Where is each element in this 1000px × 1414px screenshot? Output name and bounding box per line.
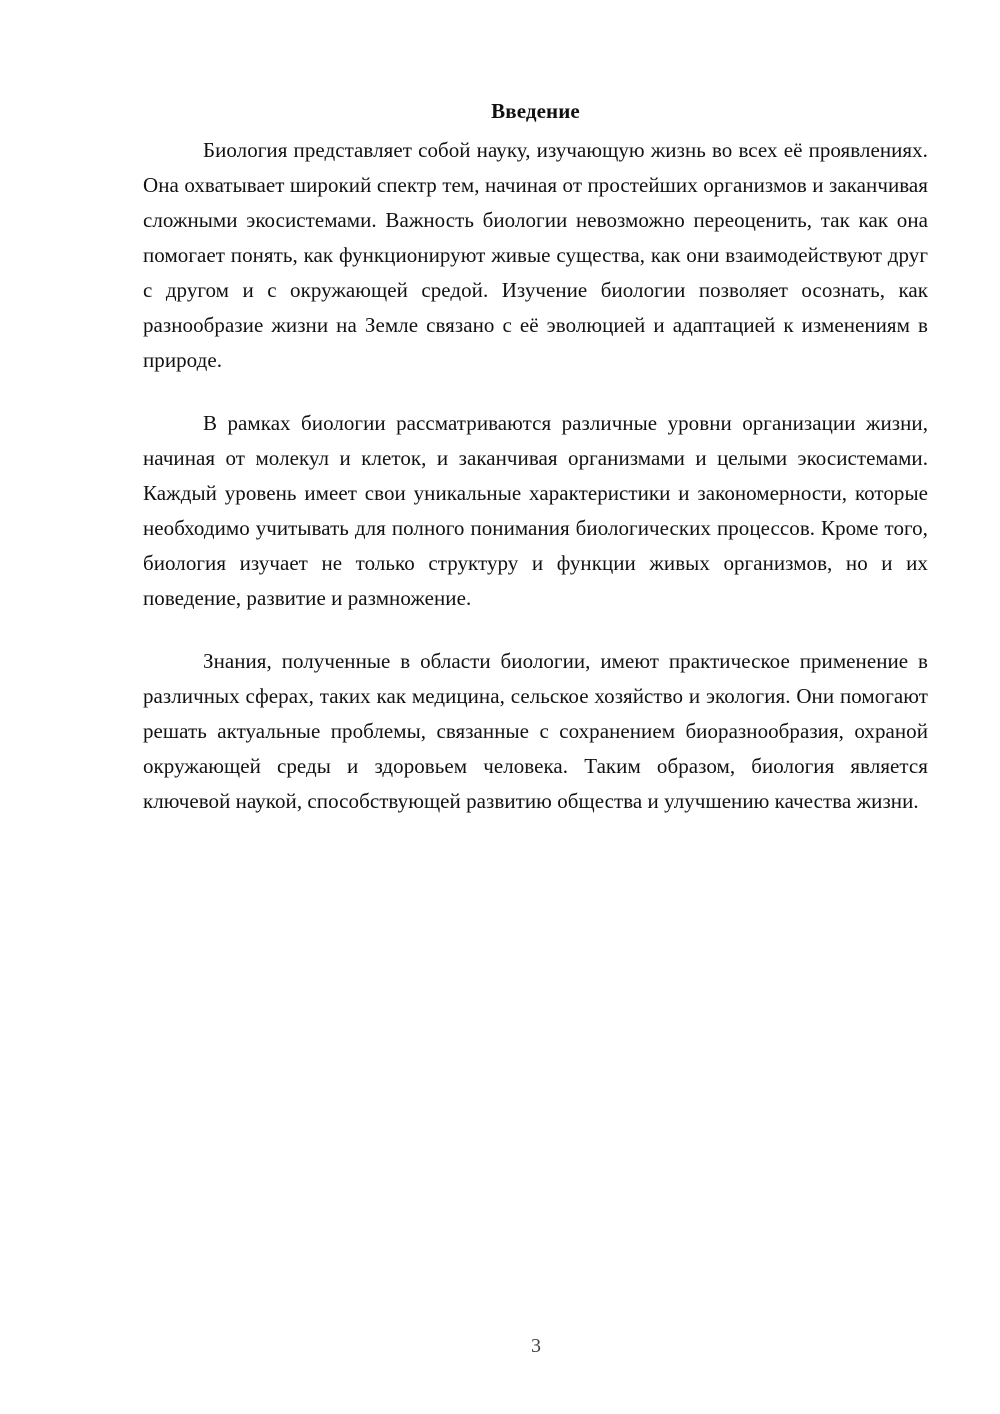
document-body — [143, 95, 928, 847]
paragraph-applications: Знания, полученные в области биологии, имеют практическое применение в различных сферах, таких как медицина, сельское хозяйство и экология. Они помогают решать актуальные проблемы, связанные с сохранением биоразнообразия, охраной окружающей среды и здоровьем человека. Таким образом, биология является ключевой наукой, способствующей развитию общества и улучшению качества жизни. — [143, 649, 928, 813]
paragraph-intro: Биология представляет собой науку, изучающую жизнь во всех её проявлениях. Она охватывает широкий спектр тем, начиная от простейших организмов и заканчивая сложными экосистемами. Важность биологии невозможно переоценить, так как она помогает понять, как функционируют живые существа, как они взаимодействуют друг с другом и с окружающей средой. Изучение биологии позволяет осознать, как разнообразие жизни на Земле связано с её эволюцией и адаптацией к изменениям в природе. — [143, 138, 928, 372]
page-number: 3 — [531, 1335, 541, 1357]
paragraph-levels: В рамках биологии рассматриваются различные уровни организации жизни, начиная от молекул и клеток, и заканчивая организмами и целыми экосистемами. Каждый уровень имеет свои уникальные характеристики и закономерности, которые необходимо учитывать для полного понимания биологических процессов. Кроме того, биология изучает не только структуру и функции живых организмов, но и их поведение, развитие и размножение. — [143, 411, 928, 610]
page-title: Введение — [491, 99, 580, 123]
